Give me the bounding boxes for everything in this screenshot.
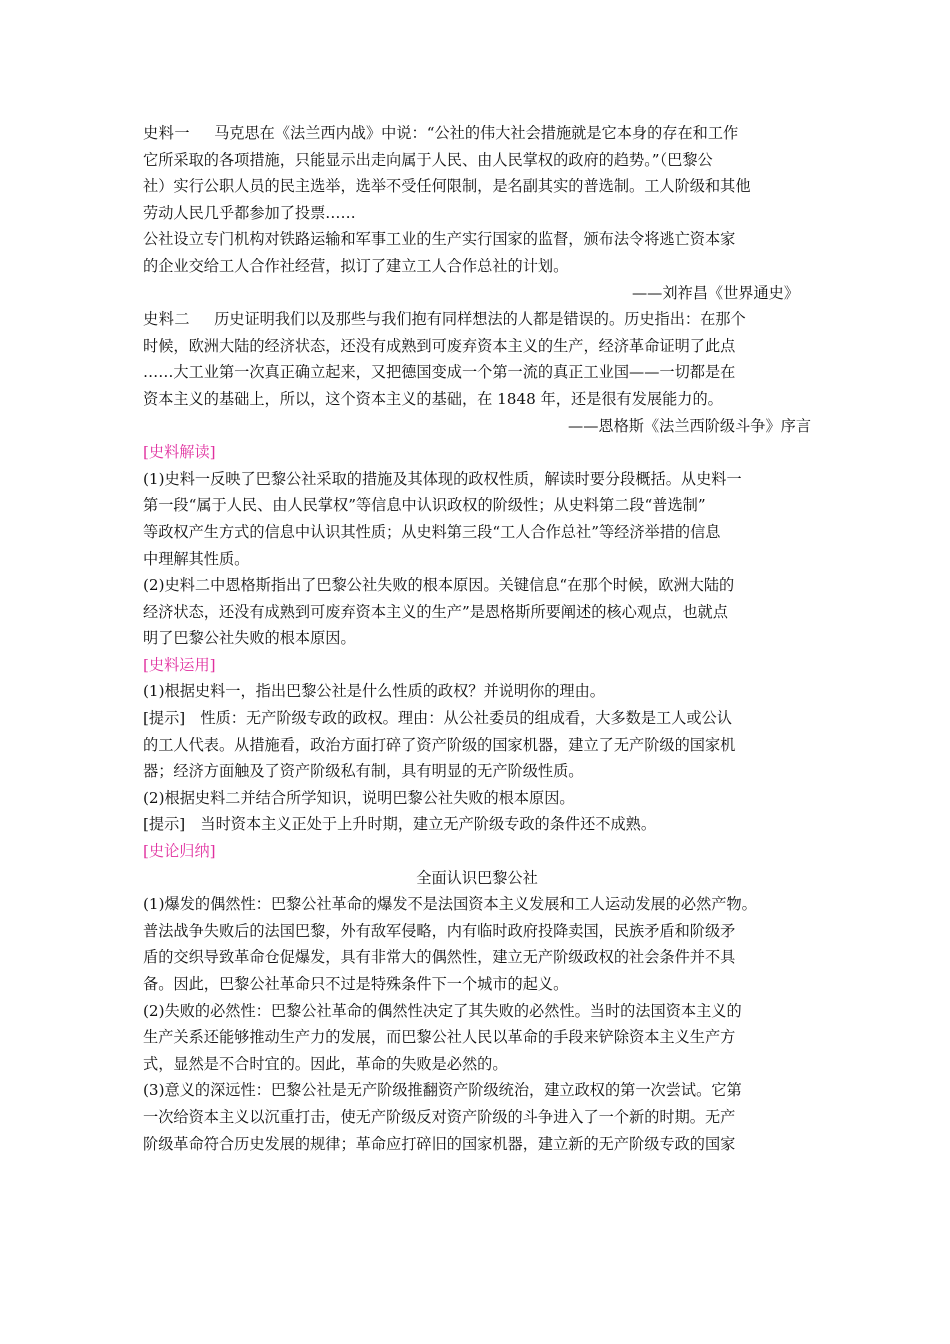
- summary-line-7: 式，显然是不合时宜的。因此，革命的失败是必然的。: [143, 1054, 508, 1073]
- source-two-line-4: 资本主义的基础上，所以，这个资本主义的基础，在 1848 年，还是很有发展能力的。: [143, 389, 723, 408]
- interpretation-line-7: 明了巴黎公社失败的根本原因。: [143, 629, 356, 648]
- summary-line-3: 盾的交织导致革命仓促爆发，具有非常大的偶然性，建立无产阶级政权的社会条件并不具: [143, 948, 736, 967]
- source-one-label: 史料一: [143, 124, 191, 142]
- source-one-line-3: 社）实行公职人员的民主选举，选举不受任何限制，是名副其实的普选制。工人阶级和其他: [143, 177, 751, 196]
- source-two-label: 史料二: [143, 310, 191, 329]
- summary-title: 全面认识巴黎公社: [416, 868, 538, 887]
- source-one-line-6: 的企业交给工人合作社经营，拟订了建立工人合作总社的计划。: [143, 256, 569, 275]
- source-one-line-4: 劳动人民几乎都参加了投票……: [143, 203, 356, 222]
- application-line-6: [提示] 当时资本主义正处于上升时期，建立无产阶级专政的条件还不成熟。: [143, 815, 657, 834]
- interpretation-line-6: 经济状态，还没有成熟到可废弃资本主义的生产”是恩格斯所要阐述的核心观点，也就点: [143, 602, 728, 621]
- source-two-line-3: ……大工业第一次真正确立起来，又把德国变成一个第一流的真正工业国——一切都是在: [143, 363, 736, 382]
- interpretation-line-2: 第一段“属于人民、由人民掌权”等信息中认识政权的阶级性；从史料第二段“普选制”: [143, 496, 706, 515]
- summary-heading: [史论归纳]: [143, 842, 216, 861]
- application-line-4: 器；经济方面触及了资产阶级私有制，具有明显的无产阶级性质。: [143, 762, 584, 781]
- summary-line-5: (2)失败的必然性：巴黎公社革命的偶然性决定了其失败的必然性。当时的法国资本主义的: [143, 1001, 742, 1020]
- summary-line-9: 一次给资本主义以沉重打击，使无产阶级反对资产阶级的斗争进入了一个新的时期。无产: [143, 1107, 736, 1126]
- summary-line-10: 阶级革命符合历史发展的规律；革命应打碎旧的国家机器，建立新的无产阶级专政的国家: [143, 1134, 736, 1153]
- application-line-5: (2)根据史料二并结合所学知识，说明巴黎公社失败的根本原因。: [143, 788, 575, 807]
- document-page: [143, 120, 811, 1157]
- interpretation-line-5: (2)史料二中恩格斯指出了巴黎公社失败的根本原因。关键信息“在那个时候，欧洲大陆的: [143, 576, 735, 595]
- source-one-line-1: 史料一 马克思在《法兰西内战》中说：“公社的伟大社会措施就是它本身的存在和工作: [143, 124, 739, 142]
- source-two-line-2: 时候，欧洲大陆的经济状态，还没有成熟到可废弃资本主义的生产，经济革命证明了此点: [143, 336, 736, 355]
- source-two-line-1: 史料二 历史证明我们以及那些与我们抱有同样想法的人都是错误的。历史指出：在那个: [143, 310, 746, 329]
- source-one-line-5: 公社设立专门机构对铁路运输和军事工业的生产实行国家的监督，颁布法令将逃亡资本家: [143, 230, 736, 249]
- application-heading: [史料运用]: [143, 655, 216, 674]
- interpretation-line-1: (1)史料一反映了巴黎公社采取的措施及其体现的政权性质，解读时要分段概括。从史料一: [143, 469, 742, 488]
- interpretation-line-4: 中理解其性质。: [143, 549, 250, 568]
- application-line-3: 的工人代表。从措施看，政治方面打碎了资产阶级的国家机器，建立了无产阶级的国家机: [143, 735, 736, 754]
- summary-line-1: (1)爆发的偶然性：巴黎公社革命的爆发不是法国资本主义发展和工人运动发展的必然产物。: [143, 895, 757, 914]
- interpretation-line-3: 等政权产生方式的信息中认识其性质；从史料第三段“工人合作总社”等经济举措的信息: [143, 522, 721, 541]
- summary-line-2: 普法战争失败后的法国巴黎，外有敌军侵略，内有临时政府投降卖国，民族矛盾和阶级矛: [143, 921, 736, 940]
- application-line-1: (1)根据史料一，指出巴黎公社是什么性质的政权？并说明你的理由。: [143, 682, 605, 701]
- source-one-citation: ——刘祚昌《世界通史》: [631, 283, 799, 302]
- summary-line-4: 备。因此，巴黎公社革命只不过是特殊条件下一个城市的起义。: [143, 975, 569, 993]
- application-line-2: [提示] 性质：无产阶级专政的政权。理由：从公社委员的组成看，大多数是工人或公认: [143, 709, 732, 728]
- summary-line-8: (3)意义的深远性：巴黎公社是无产阶级推翻资产阶级统治，建立政权的第一次尝试。它第: [143, 1081, 742, 1100]
- source-two-citation: ——恩格斯《法兰西阶级斗争》序言: [568, 416, 811, 435]
- source-one-line-2: 它所采取的各项措施，只能显示出走向属于人民、由人民掌权的政府的趋势。”（巴黎公: [143, 150, 713, 169]
- summary-line-6: 生产关系还能够推动生产力的发展，而巴黎公社人民以革命的手段来铲除资本主义生产方: [143, 1028, 736, 1047]
- interpretation-heading: [史料解读]: [143, 443, 216, 462]
